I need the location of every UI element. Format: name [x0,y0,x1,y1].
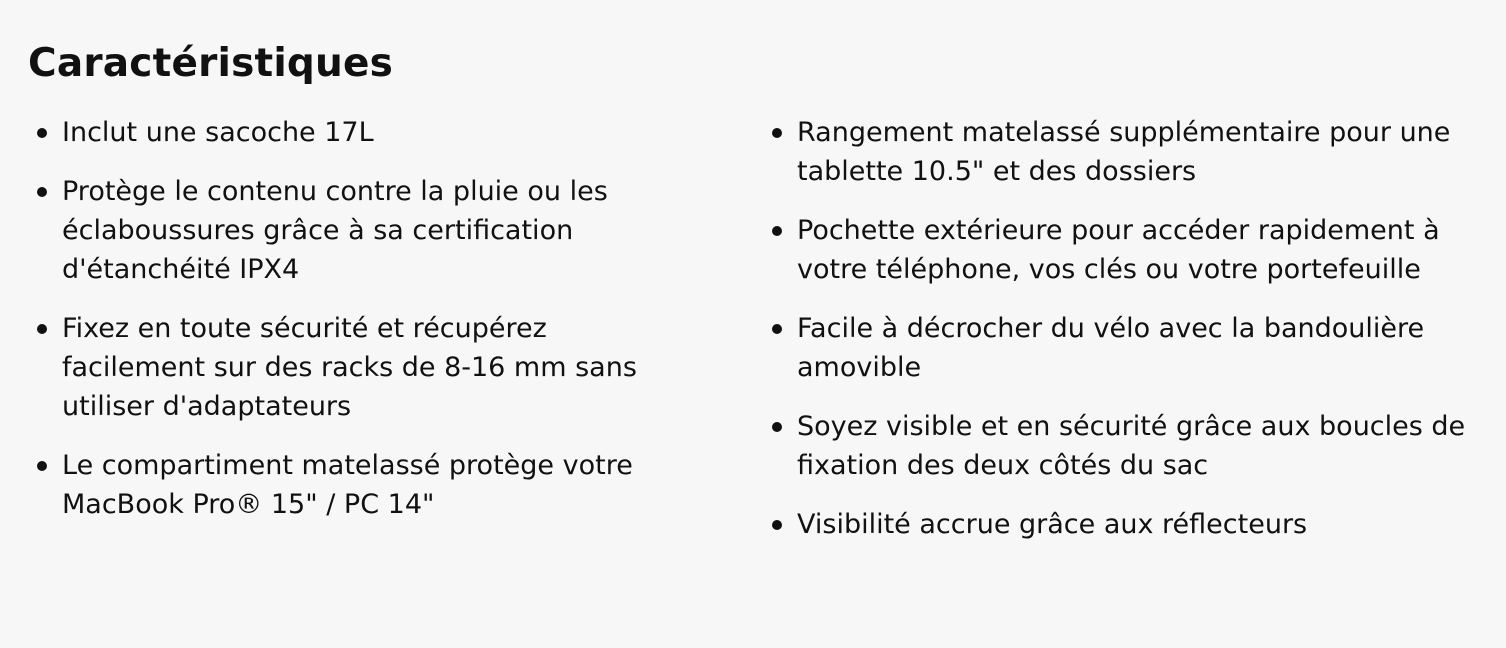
feature-text: Protège le contenu contre la pluie ou les éclaboussures grâce à sa certification d'étanchéité IPX4 [62,176,608,285]
feature-item [769,211,1469,289]
feature-item [34,446,694,524]
features-list-left [34,113,694,544]
feature-text: Pochette extérieure pour accéder rapidement à votre téléphone, vos clés ou votre portefeuille [797,215,1440,285]
feature-text: Inclut une sacoche 17L [62,117,374,148]
bullet-icon [37,128,47,138]
feature-item [34,113,694,152]
feature-text: Le compartiment matelassé protège votre MacBook Pro® 15" / PC 14" [62,450,633,520]
bullet-icon [772,128,782,138]
feature-text: Rangement matelassé supplémentaire pour une tablette 10.5" et des dossiers [797,117,1451,187]
feature-item [769,309,1469,387]
feature-item [769,113,1469,191]
features-list-right [769,113,1469,564]
bullet-icon [772,324,782,334]
bullet-icon [37,461,47,471]
section-title: Caractéristiques [28,41,394,86]
feature-item [769,505,1469,544]
feature-text: Facile à décrocher du vélo avec la bandoulière amovible [797,313,1425,383]
feature-item [34,309,694,426]
bullet-icon [37,187,47,197]
bullet-icon [772,520,782,530]
feature-item [769,407,1469,485]
feature-item [34,172,694,289]
feature-text: Visibilité accrue grâce aux réflecteurs [797,509,1308,540]
feature-text: Fixez en toute sécurité et récupérez facilement sur des racks de 8-16 mm sans utiliser d'adaptateurs [62,313,637,422]
bullet-icon [772,422,782,432]
bullet-icon [37,324,47,334]
bullet-icon [772,226,782,236]
feature-text: Soyez visible et en sécurité grâce aux boucles de fixation des deux côtés du sac [797,411,1466,481]
